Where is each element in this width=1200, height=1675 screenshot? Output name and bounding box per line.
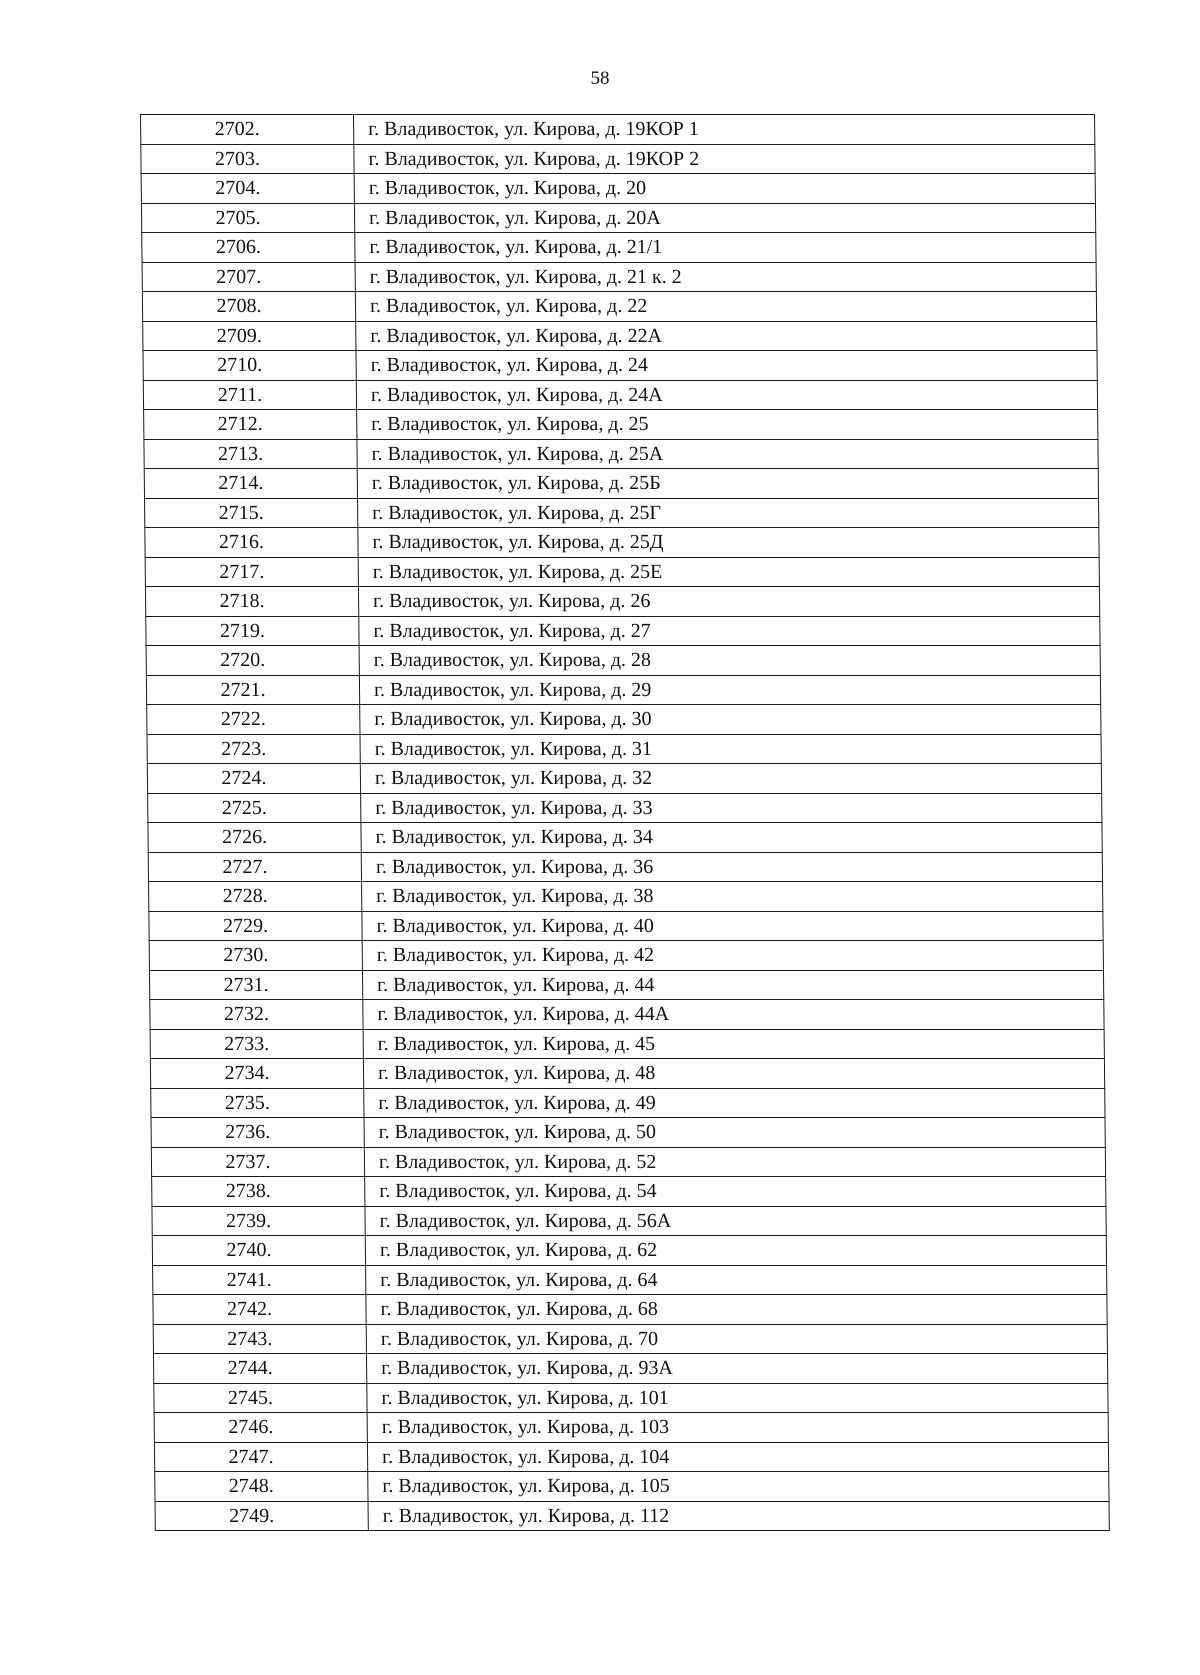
row-number: 2746. (154, 1413, 367, 1443)
table-row (151, 1088, 1105, 1118)
row-number: 2716. (145, 528, 358, 558)
row-number: 2715. (145, 498, 358, 528)
table-row (153, 1324, 1107, 1354)
row-number: 2745. (154, 1383, 367, 1413)
row-number: 2730. (149, 941, 362, 971)
table-row (150, 1029, 1104, 1059)
row-number: 2735. (151, 1088, 364, 1118)
table-row (151, 1118, 1105, 1148)
table-row (149, 941, 1103, 971)
row-address: г. Владивосток, ул. Кирова, д. 34 (361, 823, 1102, 853)
row-number: 2736. (151, 1118, 364, 1148)
row-address: г. Владивосток, ул. Кирова, д. 25А (357, 439, 1098, 469)
row-address: г. Владивосток, ул. Кирова, д. 42 (362, 941, 1103, 971)
row-address: г. Владивосток, ул. Кирова, д. 40 (362, 911, 1103, 941)
row-number: 2740. (152, 1236, 365, 1266)
row-number: 2737. (151, 1147, 364, 1177)
row-number: 2722. (147, 705, 360, 735)
address-table (140, 114, 1110, 1531)
row-address: г. Владивосток, ул. Кирова, д. 25Г (358, 498, 1099, 528)
row-address: г. Владивосток, ул. Кирова, д. 48 (363, 1059, 1104, 1089)
row-address: г. Владивосток, ул. Кирова, д. 50 (364, 1118, 1105, 1148)
row-address: г. Владивосток, ул. Кирова, д. 24А (356, 380, 1097, 410)
page-number: 58 (590, 68, 610, 89)
row-number: 2705. (141, 203, 354, 233)
table-row (148, 793, 1102, 823)
row-address: г. Владивосток, ул. Кирова, д. 25Д (358, 528, 1099, 558)
row-address: г. Владивосток, ул. Кирова, д. 22 (355, 292, 1096, 322)
row-number: 2749. (155, 1501, 368, 1531)
row-address: г. Владивосток, ул. Кирова, д. 19КОР 1 (354, 115, 1095, 145)
row-number: 2723. (147, 734, 360, 764)
row-number: 2704. (141, 174, 354, 204)
row-address: г. Владивосток, ул. Кирова, д. 56А (365, 1206, 1106, 1236)
row-address: г. Владивосток, ул. Кирова, д. 31 (360, 734, 1101, 764)
table-row (153, 1265, 1107, 1295)
row-address: г. Владивосток, ул. Кирова, д. 27 (359, 616, 1100, 646)
row-address: г. Владивосток, ул. Кирова, д. 44А (363, 1000, 1104, 1030)
row-number: 2703. (141, 144, 354, 174)
row-number: 2718. (145, 587, 358, 617)
table-row (155, 1472, 1109, 1502)
table-row (147, 764, 1101, 794)
row-number: 2727. (148, 852, 361, 882)
table-row (150, 1000, 1104, 1030)
row-number: 2734. (150, 1059, 363, 1089)
row-address: г. Владивосток, ул. Кирова, д. 25 (357, 410, 1098, 440)
table-row (143, 380, 1097, 410)
table-row (141, 174, 1095, 204)
row-address: г. Владивосток, ул. Кирова, д. 54 (365, 1177, 1106, 1207)
row-number: 2707. (142, 262, 355, 292)
row-number: 2717. (145, 557, 358, 587)
row-number: 2726. (148, 823, 361, 853)
row-number: 2742. (153, 1295, 366, 1325)
row-number: 2712. (144, 410, 357, 440)
table-row (149, 970, 1103, 1000)
table-row (145, 498, 1099, 528)
table-row (152, 1206, 1106, 1236)
row-number: 2744. (153, 1354, 366, 1384)
row-address: г. Владивосток, ул. Кирова, д. 105 (368, 1472, 1109, 1502)
row-address: г. Владивосток, ул. Кирова, д. 45 (363, 1029, 1104, 1059)
table-row (155, 1501, 1109, 1531)
row-address: г. Владивосток, ул. Кирова, д. 22А (356, 321, 1097, 351)
table-row (141, 203, 1095, 233)
row-number: 2728. (149, 882, 362, 912)
row-address: г. Владивосток, ул. Кирова, д. 38 (362, 882, 1103, 912)
row-number: 2731. (149, 970, 362, 1000)
table-row (148, 823, 1102, 853)
row-address: г. Владивосток, ул. Кирова, д. 68 (366, 1295, 1107, 1325)
table-row (145, 587, 1099, 617)
row-address: г. Владивосток, ул. Кирова, д. 62 (365, 1236, 1106, 1266)
table-row (151, 1147, 1105, 1177)
table-row (149, 911, 1103, 941)
table-row (154, 1442, 1108, 1472)
table-row (145, 528, 1099, 558)
table-row (153, 1295, 1107, 1325)
row-number: 2741. (153, 1265, 366, 1295)
table-row (148, 852, 1102, 882)
row-address: г. Владивосток, ул. Кирова, д. 64 (366, 1265, 1107, 1295)
table-row (142, 233, 1096, 263)
table-row (145, 557, 1099, 587)
row-number: 2711. (143, 380, 356, 410)
table-row (142, 262, 1096, 292)
row-number: 2732. (150, 1000, 363, 1030)
row-number: 2708. (142, 292, 355, 322)
row-number: 2725. (148, 793, 361, 823)
row-address: г. Владивосток, ул. Кирова, д. 52 (364, 1147, 1105, 1177)
table-row (146, 675, 1100, 705)
table-row (150, 1059, 1104, 1089)
row-address: г. Владивосток, ул. Кирова, д. 26 (358, 587, 1099, 617)
table-row (152, 1177, 1106, 1207)
row-number: 2706. (142, 233, 355, 263)
row-number: 2739. (152, 1206, 365, 1236)
row-address: г. Владивосток, ул. Кирова, д. 32 (360, 764, 1101, 794)
table-row (149, 882, 1103, 912)
row-number: 2721. (146, 675, 359, 705)
row-address: г. Владивосток, ул. Кирова, д. 25Е (358, 557, 1099, 587)
row-address: г. Владивосток, ул. Кирова, д. 20А (354, 203, 1095, 233)
row-number: 2747. (154, 1442, 367, 1472)
row-address: г. Владивосток, ул. Кирова, д. 33 (361, 793, 1102, 823)
row-address: г. Владивосток, ул. Кирова, д. 70 (366, 1324, 1107, 1354)
table-row (144, 439, 1098, 469)
table-row (144, 410, 1098, 440)
row-number: 2709. (143, 321, 356, 351)
row-address: г. Владивосток, ул. Кирова, д. 49 (364, 1088, 1105, 1118)
row-number: 2710. (143, 351, 356, 381)
row-address: г. Владивосток, ул. Кирова, д. 112 (368, 1501, 1109, 1531)
row-address: г. Владивосток, ул. Кирова, д. 19КОР 2 (354, 144, 1095, 174)
row-address: г. Владивосток, ул. Кирова, д. 21/1 (355, 233, 1096, 263)
row-address: г. Владивосток, ул. Кирова, д. 36 (361, 852, 1102, 882)
row-address: г. Владивосток, ул. Кирова, д. 21 к. 2 (355, 262, 1096, 292)
row-number: 2720. (146, 646, 359, 676)
row-number: 2729. (149, 911, 362, 941)
row-address: г. Владивосток, ул. Кирова, д. 25Б (357, 469, 1098, 499)
table-row (142, 292, 1096, 322)
row-number: 2724. (147, 764, 360, 794)
row-address: г. Владивосток, ул. Кирова, д. 93А (366, 1354, 1107, 1384)
table-row (144, 469, 1098, 499)
row-address: г. Владивосток, ул. Кирова, д. 24 (356, 351, 1097, 381)
address-table-body (141, 115, 1110, 1531)
row-address: г. Владивосток, ул. Кирова, д. 101 (367, 1383, 1108, 1413)
table-row (141, 144, 1095, 174)
row-number: 2713. (144, 439, 357, 469)
table-row (154, 1413, 1108, 1443)
row-number: 2714. (144, 469, 357, 499)
row-number: 2738. (152, 1177, 365, 1207)
table-row (153, 1354, 1107, 1384)
table-row (154, 1383, 1108, 1413)
table-row (141, 115, 1095, 145)
row-number: 2748. (155, 1472, 368, 1502)
row-address: г. Владивосток, ул. Кирова, д. 44 (362, 970, 1103, 1000)
table-row (147, 705, 1101, 735)
row-address: г. Владивосток, ул. Кирова, д. 103 (367, 1413, 1108, 1443)
table-row (152, 1236, 1106, 1266)
row-number: 2702. (141, 115, 354, 145)
table-row (147, 734, 1101, 764)
row-number: 2743. (153, 1324, 366, 1354)
row-address: г. Владивосток, ул. Кирова, д. 104 (367, 1442, 1108, 1472)
table-row (146, 616, 1100, 646)
row-address: г. Владивосток, ул. Кирова, д. 20 (354, 174, 1095, 204)
row-number: 2719. (146, 616, 359, 646)
row-address: г. Владивосток, ул. Кирова, д. 28 (359, 646, 1100, 676)
row-address: г. Владивосток, ул. Кирова, д. 30 (360, 705, 1101, 735)
table-row (143, 351, 1097, 381)
table-row (143, 321, 1097, 351)
table-row (146, 646, 1100, 676)
row-address: г. Владивосток, ул. Кирова, д. 29 (359, 675, 1100, 705)
row-number: 2733. (150, 1029, 363, 1059)
